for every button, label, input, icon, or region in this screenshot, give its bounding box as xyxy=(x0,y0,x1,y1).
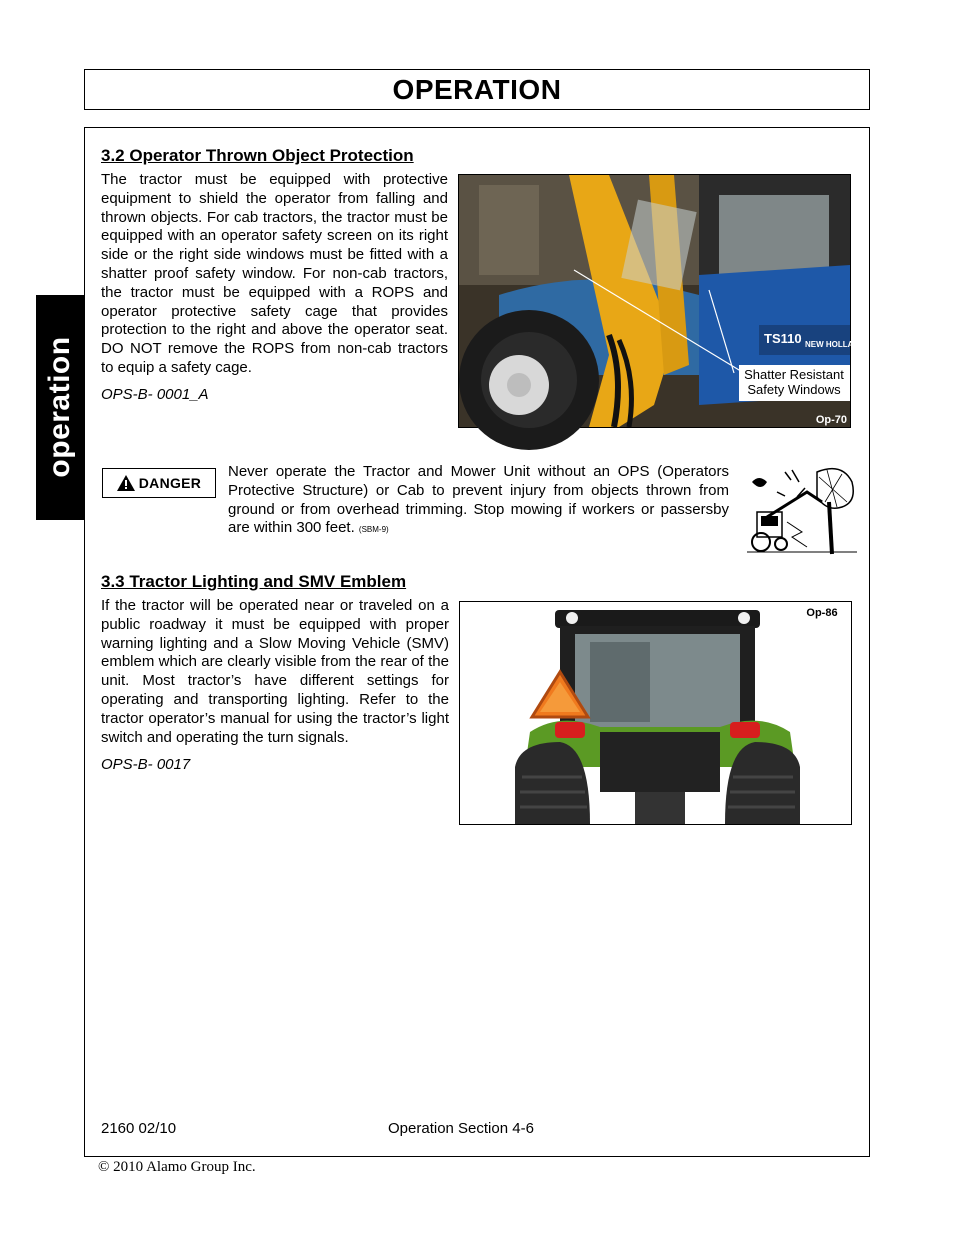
section-33-body: If the tractor will be operated near or traveled on a public roadway it must be equipped with proper warning lighting and a Slow Moving Vehicle (SMV) emblem which are clearly visible from the rear of the unit. Most tractor’s have different settings for operating and transporting lighting. Refer to the tractor operator’s manual for using the tractor’s light switch and operating the turn signals. xyxy=(101,597,449,746)
copyright-notice: © 2010 Alamo Group Inc. xyxy=(98,1159,256,1175)
thrown-object-illustration xyxy=(747,462,857,554)
danger-message xyxy=(228,463,729,540)
footer-section: Operation Section 4-6 xyxy=(388,1120,534,1137)
callout-line-1: Shatter Resistant xyxy=(744,367,844,382)
photo-code-op86: Op-86 xyxy=(806,607,838,619)
tractor-brand-badge: NEW HOLLAN xyxy=(805,340,860,349)
side-section-tab xyxy=(36,295,84,520)
section-32-body: The tractor must be equipped with protective equipment to shield the operator from falling and thrown objects. For cab tractors, the tractor must be equipped with an operator safety screen on its right side or the right side windows must be fitted with a shatter proof safety window. For non-cab tractors, the tractor must be equipped with a ROPS and operator protective safety cage that provides protection to the right and above the operator seat. DO NOT remove the ROPS from non-cab tractors to equip a safety cage. xyxy=(101,171,448,376)
cab-tractor-photo xyxy=(458,174,860,428)
rear-tractor-smv-illustration xyxy=(460,602,851,824)
page-title: OPERATION xyxy=(392,73,562,105)
warning-triangle-icon xyxy=(117,475,135,491)
page-header xyxy=(84,69,870,110)
section-33-ref: OPS-B- 0017 xyxy=(101,756,191,773)
tree-trimming-hazard-icon xyxy=(747,462,857,554)
cab-tractor-illustration xyxy=(459,175,860,427)
danger-text: Never operate the Tractor and Mower Unit without an OPS (Operators Protective Structure) or Cab to prevent injury from objects thrown from ground or from overhead trimming. Stop mowing if workers or passersby are within 300 feet. xyxy=(228,463,729,537)
danger-label: DANGER xyxy=(138,475,202,491)
section-32-ref: OPS-B- 0001_A xyxy=(101,386,209,403)
tractor-model-badge: TS110 xyxy=(764,331,802,346)
danger-code: (SBM-9) xyxy=(358,525,389,535)
callout-line-2: Safety Windows xyxy=(747,382,841,397)
side-tab-label: operation xyxy=(43,336,76,478)
photo-code-op70: Op-70 xyxy=(815,414,847,426)
section-32-heading: 3.2 Operator Thrown Object Protection xyxy=(101,146,414,165)
section-33-heading: 3.3 Tractor Lighting and SMV Emblem xyxy=(101,572,407,591)
danger-badge xyxy=(102,468,216,498)
footer-model-date: 2160 02/10 xyxy=(101,1120,177,1137)
smv-tractor-photo xyxy=(459,601,852,825)
